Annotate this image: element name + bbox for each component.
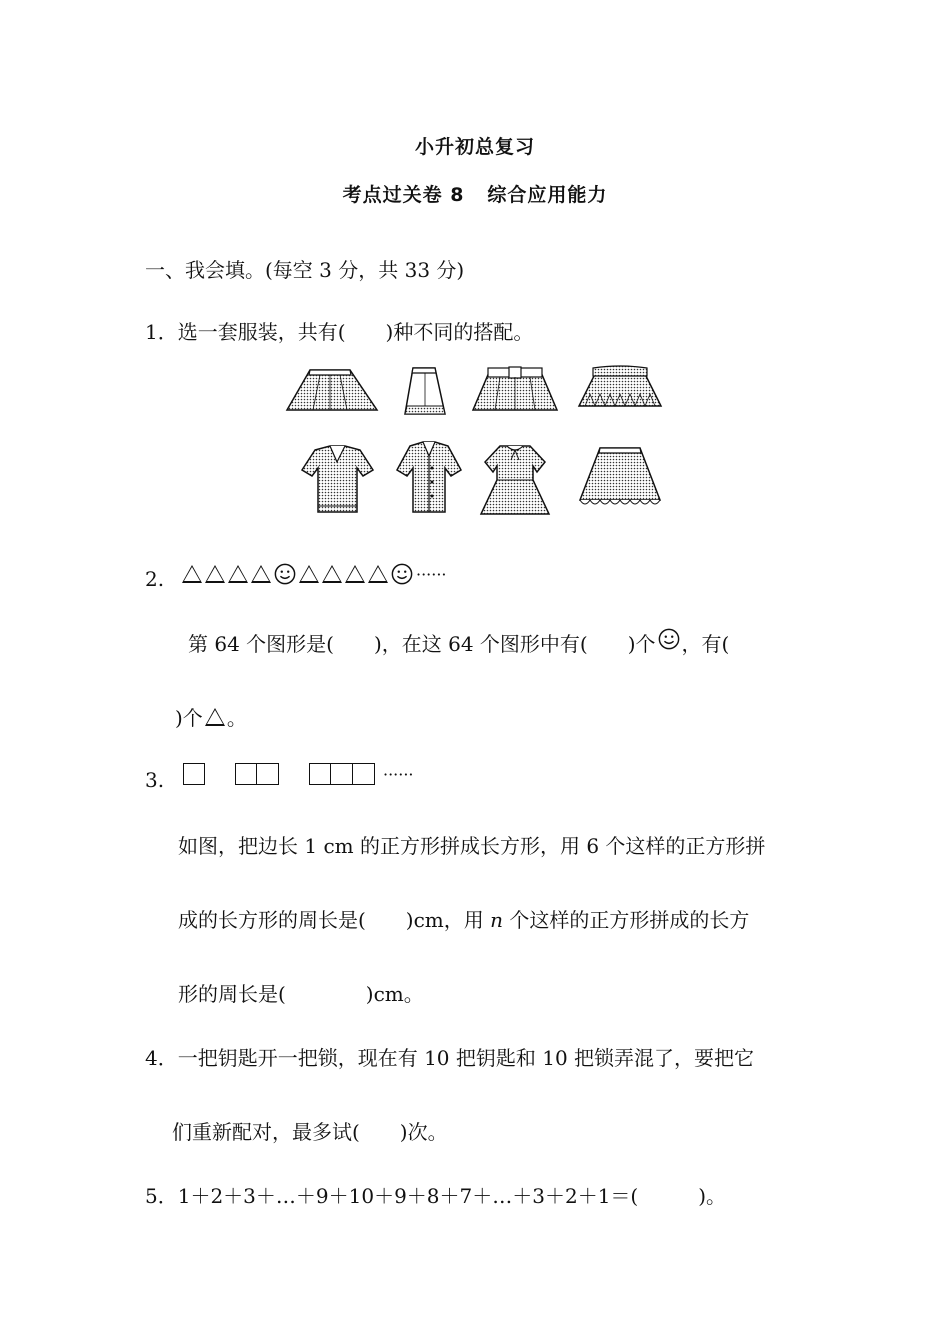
section-heading: 一、我会填。(每空 3 分，共 33 分): [145, 258, 465, 282]
square-group-1: [183, 763, 205, 785]
dress-image: [481, 446, 549, 514]
pleated-skirt-image: [287, 370, 377, 410]
pattern-ellipsis: ······: [416, 564, 447, 584]
question-3-number: 3.: [145, 768, 165, 792]
square-pattern: [183, 763, 414, 785]
triangle-icon: [205, 565, 225, 583]
exam-subtitle: 考点过关卷 8 综合应用能力: [342, 184, 608, 206]
header-title: 小升初总复习: [414, 136, 535, 158]
denim-skirt-image: [405, 368, 445, 414]
question-2-text-b: ，有(: [681, 632, 730, 656]
triangle-icon: [228, 565, 248, 583]
smiley-icon: [658, 628, 680, 650]
question-1: 1．选一套服装，共有( )种不同的搭配。: [145, 320, 534, 344]
smiley-icon: [391, 563, 413, 585]
question-3-line1: 如图，把边长 1 cm 的正方形拼成长方形，用 6 个这样的正方形拼: [178, 834, 766, 858]
question-4-line2: 们重新配对，最多试( )次。: [172, 1120, 448, 1144]
clothing-images: [285, 362, 665, 522]
square-icon: [331, 763, 353, 785]
shirt-image: [302, 446, 373, 512]
lace-skirt-image: [580, 448, 660, 504]
question-3-text-b: 个这样的正方形拼成的长方: [503, 908, 750, 932]
belted-skirt-image: [473, 367, 557, 410]
question-2-number: 2.: [145, 567, 165, 591]
square-group-2: [235, 763, 279, 785]
question-2-line1: [188, 628, 729, 657]
square-group-3: [309, 763, 375, 785]
question-3-line2: [178, 904, 749, 933]
square-icon: [257, 763, 279, 785]
question-2-text-a: 第 64 个图形是( )，在这 64 个图形中有( )个: [188, 632, 656, 656]
question-2-line2: [175, 702, 247, 731]
triangle-icon: [182, 565, 202, 583]
button-shirt-image: [397, 442, 461, 512]
triangle-icon: [345, 565, 365, 583]
question-2-text-c: )个: [175, 706, 203, 730]
question-3-line3: 形的周长是( )cm。: [178, 982, 424, 1006]
variable-n: n: [490, 908, 504, 932]
triangle-icon: [322, 565, 342, 583]
square-icon: [309, 763, 331, 785]
question-4-line1: 4．一把钥匙开一把锁，现在有 10 把钥匙和 10 把锁弄混了，要把它: [145, 1046, 755, 1070]
question-5: 5．1＋2＋3＋…＋9＋10＋9＋8＋7＋…＋3＋2＋1＝( )。: [145, 1184, 727, 1208]
square-icon: [235, 763, 257, 785]
smiley-icon: [274, 563, 296, 585]
triangle-icon: [368, 565, 388, 583]
triangle-icon: [251, 565, 271, 583]
ruffled-skirt-image: [579, 366, 661, 406]
shape-pattern: [182, 563, 447, 585]
pattern-ellipsis: ······: [383, 764, 414, 784]
triangle-icon: [299, 565, 319, 583]
square-icon: [353, 763, 375, 785]
question-3-text-a: 成的长方形的周长是( )cm，用: [178, 908, 491, 932]
triangle-icon: [205, 708, 225, 726]
square-icon: [183, 763, 205, 785]
question-2-text-d: 。: [226, 706, 247, 730]
